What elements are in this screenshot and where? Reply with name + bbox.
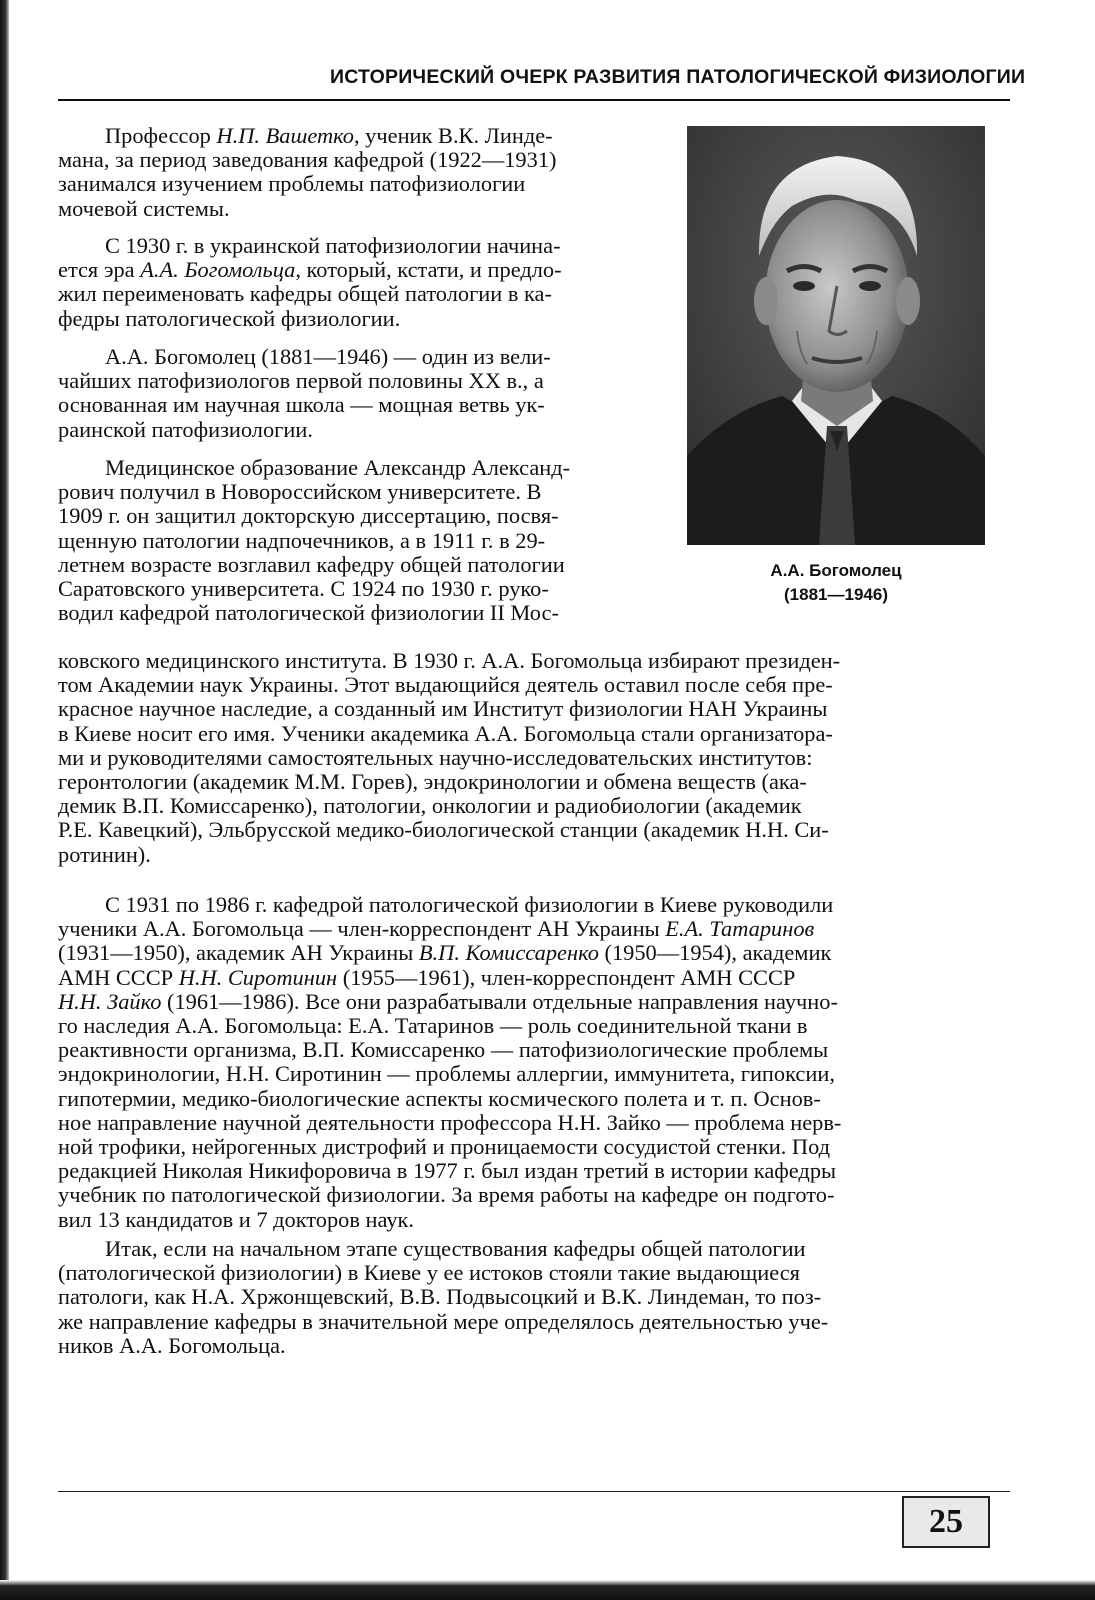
portrait-photo <box>687 126 985 545</box>
paragraph-bogomolets-intro: А.А. Богомолец (1881—1946) — один из вели- чайших патофизиологов первой половины XX в., а основанная им научная школа — мощная ветвь ук- раинской патофизиологии. <box>58 344 551 442</box>
paragraph-education-part2: ковского медицинского института. В 1930 г. А.А. Богомольца избирают президен- том Академии наук Украины. Этот выдающийся деятель оставил после себя пре- красное научное наследие, а созданный им Институт физиологии НАН Украины в Киеве носит его имя. Ученики академика А.А. Богомольца стали организатора- ми и руководителями самостоятельных научно-исследовательских институтов: геронтологии (академик М.М. Горев), эндокринологии и обмена веществ (ака- демик В.П. Комиссаренко), патологии, онкологии и радиобиологии (академик Р.Е. Кавецкий), Эльбрусской медико-биологической станции (академик Н.Н. Си- ротинин). <box>58 648 841 867</box>
paragraph-education-part1: Медицинское образование Александр Александ- рович получил в Новороссийском университете. В 1909 г. он защитил докторскую диссертацию, посвя- щенную патологии надпочечников, а в 1911 г. в 29- летнем возрасте возглавил кафедру общей патологии Саратовского университета. С 1924 по 1930 г. руко- водил кафедрой патологической физиологии II Мос- <box>58 455 571 626</box>
portrait-illustration <box>687 126 985 545</box>
caption-years: (1881—1946) <box>784 585 888 604</box>
scan-edge-bottom <box>0 1580 1095 1600</box>
paragraph-bogomolets-era: С 1930 г. в украинской патофизиологии начина- ется эра А.А. Богомольца, который, кстати, и предло- жил переименовать кафедры общей патологии в ка- федры патологической физиологии. <box>58 233 562 331</box>
page-number: 25 <box>902 1496 990 1548</box>
scan-edge-left <box>0 0 9 1600</box>
running-head: ИСТОРИЧЕСКИЙ ОЧЕРК РАЗВИТИЯ ПАТОЛОГИЧЕСКОЙ ФИЗИОЛОГИИ <box>330 66 1026 88</box>
paragraph-students: С 1931 по 1986 г. кафедрой патологической физиологии в Киеве руководили ученики А.А. Богомольца — член-корреспондент АН Украины Е.А. Татаринов (1931—1950), академик АН Украины В.П. Комиссаренко (1950—1954), академик АМН СССР Н.Н. Сиротинин (1955—1961), член-корреспондент АМН СССР Н.Н. Зайко (1961—1986). Все они разрабатывали отдельные направления научно- го наследия А.А. Богомольца: Е.А. Татаринов — роль соединительной ткани в реактивности организма, В.П. Комиссаренко — патофизиологические проблемы эндокринологии, Н.Н. Сиротинин — проблемы аллергии, иммунитета, гипоксии, гипотермии, медико-биологические аспекты космического полета и т. п. Основ- ное направление научной деятельности профессора Н.Н. Зайко — проблема нерв- ной трофики, нейрогенных дистрофий и проницаемости сосудистой стенки. Под редакцией Николая Никифоровича в 1977 г. был издан третий в истории кафедры учебник по патологической физиологии. За время работы на кафедре он подгото- вил 13 кандидатов и 7 докторов наук. <box>58 892 842 1232</box>
footer-rule <box>58 1491 1010 1492</box>
paragraph-conclusion: Итак, если на начальном этапе существования кафедры общей патологии (патологической физиологии) в Киеве у ее истоков стояли такие выдающиеся патологи, как Н.А. Хржонщевский, В.В. Подвысоцкий и В.К. Линдеман, то поз- же направление кафедры в значительной мере определялось деятельностью уче- ников А.А. Богомольца. <box>58 1236 829 1358</box>
caption-name: А.А. Богомолец <box>770 561 902 580</box>
paragraph-vashetko: Профессор Н.П. Вашетко, ученик В.К. Линде- мана, за период заведования кафедрой (1922—1931) занимался изучением проблемы патофизиологии мочевой системы. <box>58 123 557 221</box>
header-rule <box>58 99 1010 101</box>
portrait-caption <box>700 559 972 607</box>
